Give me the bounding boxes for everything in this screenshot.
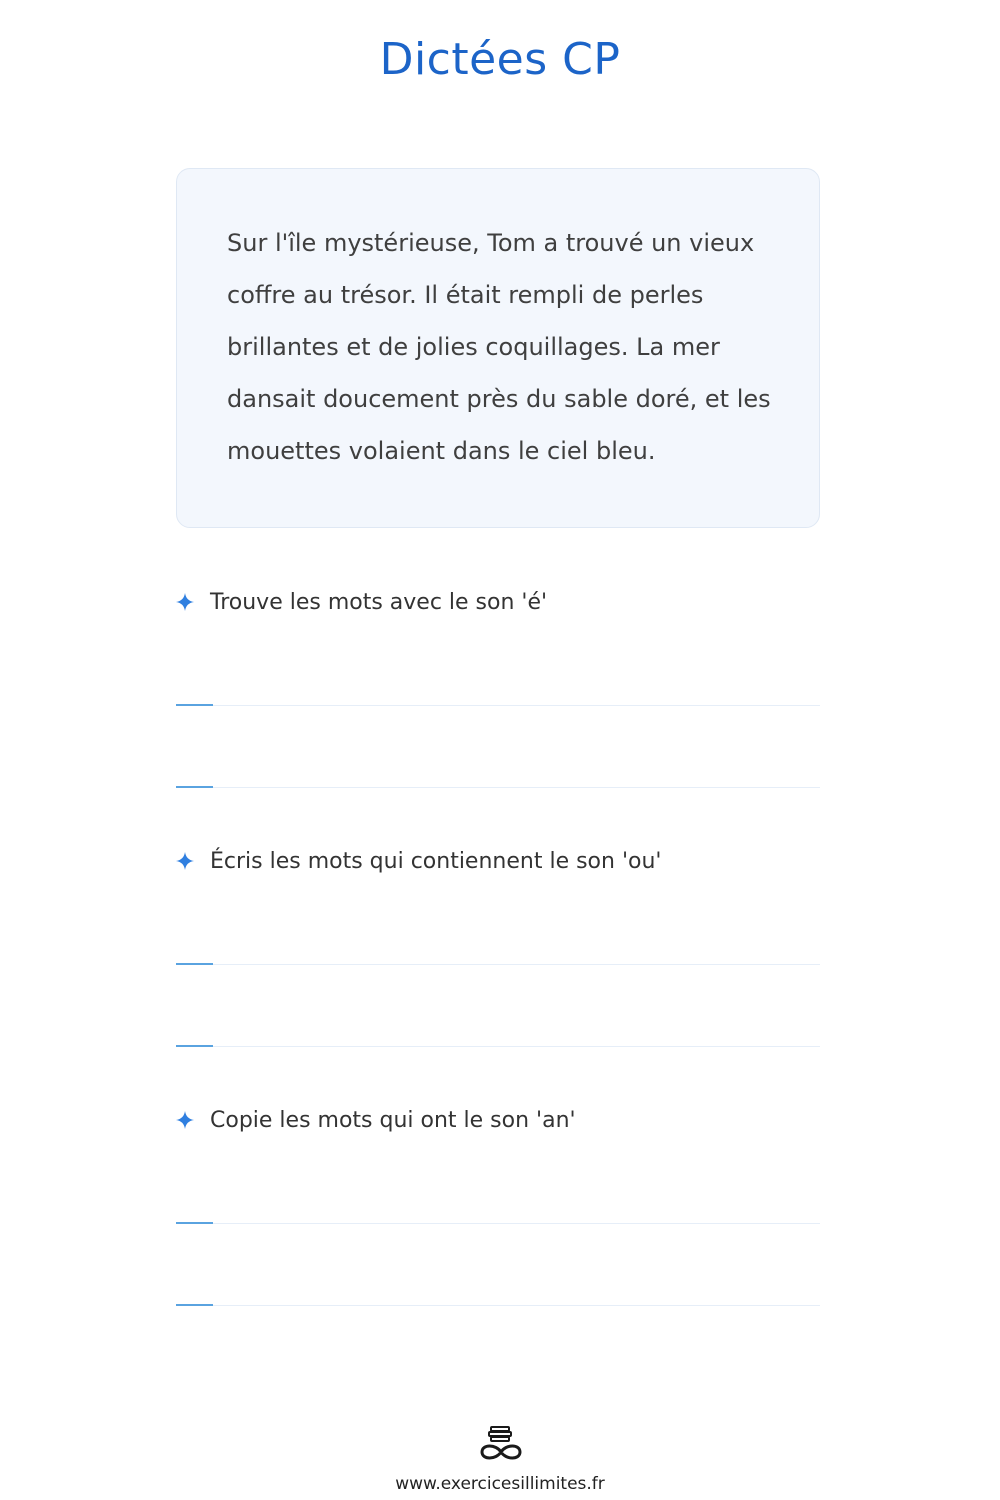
answer-line-rule <box>176 705 820 706</box>
answer-line-rule <box>176 1305 820 1306</box>
answer-line-marker <box>176 1222 213 1224</box>
answer-line[interactable] <box>176 704 820 707</box>
footer-url[interactable]: www.exercicesillimites.fr <box>395 1474 605 1494</box>
answer-line-rule <box>176 964 820 965</box>
question-label: Copie les mots qui ont le son 'an' <box>210 1108 576 1133</box>
question-son-an <box>176 1101 820 1141</box>
sparkle-icon <box>176 593 194 611</box>
question-son-e <box>176 583 820 623</box>
answer-line[interactable] <box>176 963 820 966</box>
answer-line[interactable] <box>176 1304 820 1307</box>
answer-line-marker <box>176 704 213 706</box>
question-son-ou <box>176 842 820 882</box>
answer-line[interactable] <box>176 1222 820 1225</box>
answer-line-marker <box>176 1304 213 1306</box>
answer-line[interactable] <box>176 786 820 789</box>
answer-line-marker <box>176 1045 213 1047</box>
answer-line-rule <box>176 787 820 788</box>
answer-line-rule <box>176 1223 820 1224</box>
page-title: Dictées CP <box>379 34 621 85</box>
answer-line-marker <box>176 963 213 965</box>
question-label: Trouve les mots avec le son 'é' <box>210 590 548 615</box>
dictation-text-box <box>176 168 820 528</box>
sparkle-icon <box>176 1111 194 1129</box>
sparkle-icon <box>176 852 194 870</box>
answer-line[interactable] <box>176 1045 820 1048</box>
infinity-books-logo <box>476 1424 526 1464</box>
dictation-text: Sur l'île mystérieuse, Tom a trouvé un vieux coffre au trésor. Il était rempli de perles brillantes et de jolies coquillages. La mer dansait doucement près du sable doré, et les mouettes volaient dans le ciel bleu. <box>227 229 771 465</box>
answer-line-marker <box>176 786 213 788</box>
answer-line-rule <box>176 1046 820 1047</box>
question-label: Écris les mots qui contiennent le son 'ou' <box>210 849 662 874</box>
